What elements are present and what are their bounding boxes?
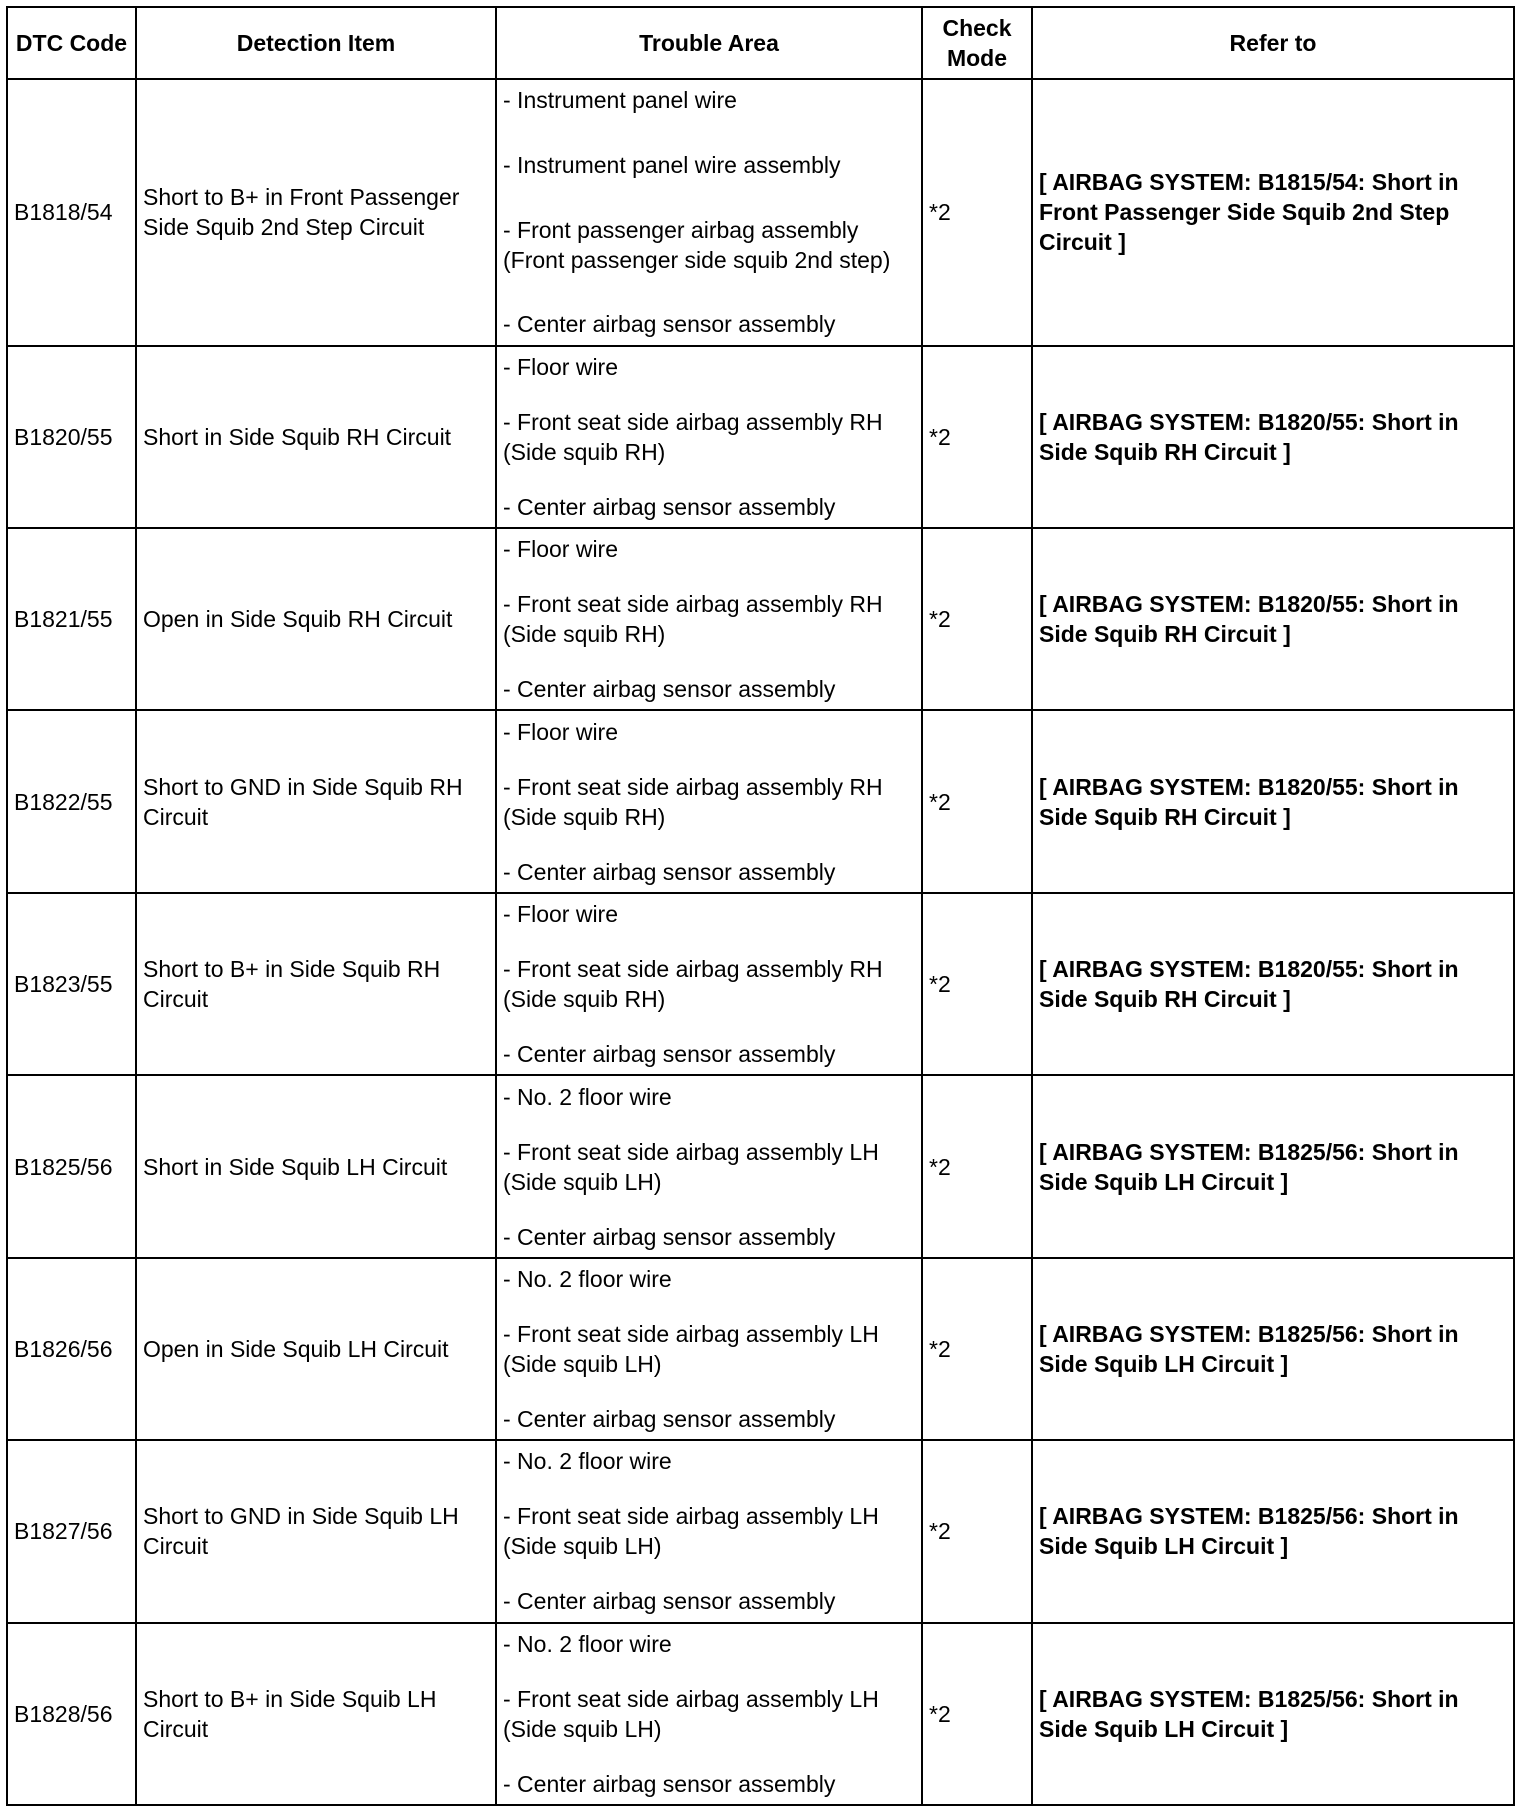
trouble-area-item: - No. 2 floor wire (503, 1265, 672, 1292)
table-row (7, 1258, 1514, 1440)
table-row (7, 710, 1514, 892)
dtc-code-cell: B1818/54 (7, 79, 136, 346)
trouble-area-cell (496, 710, 922, 892)
trouble-area-item: - Center airbag sensor assembly (503, 1588, 836, 1615)
trouble-area-item: - Instrument panel wire assembly (503, 151, 841, 178)
refer-to-link[interactable]: [ AIRBAG SYSTEM: B1825/56: Short in Side Squib LH Circuit ] (1032, 1258, 1514, 1440)
trouble-area-item: - Floor wire (503, 353, 619, 380)
trouble-area-cell (496, 1440, 922, 1622)
check-mode-cell: *2 (922, 346, 1032, 528)
trouble-area-item: - Center airbag sensor assembly (503, 676, 836, 703)
trouble-area-cell (496, 893, 922, 1075)
table-row (7, 893, 1514, 1075)
dtc-code-cell: B1822/55 (7, 710, 136, 892)
table-row (7, 1623, 1514, 1805)
trouble-area-item: - Center airbag sensor assembly (503, 1405, 836, 1432)
detection-item-cell: Short to B+ in Side Squib RH Circuit (136, 893, 496, 1075)
dtc-table (6, 6, 1515, 1806)
trouble-area-item: - Front seat side airbag assembly RH (Side squib RH) (503, 956, 883, 1013)
trouble-area-item: - Center airbag sensor assembly (503, 1041, 836, 1068)
refer-to-link[interactable]: [ AIRBAG SYSTEM: B1820/55: Short in Side Squib RH Circuit ] (1032, 346, 1514, 528)
trouble-area-item: - Front seat side airbag assembly LH (Side squib LH) (503, 1320, 879, 1377)
header-check-mode: Check Mode (922, 7, 1032, 79)
table-row (7, 346, 1514, 528)
check-mode-cell: *2 (922, 1623, 1032, 1805)
trouble-area-item: - No. 2 floor wire (503, 1630, 672, 1657)
trouble-area-item: - No. 2 floor wire (503, 1083, 672, 1110)
trouble-area-item: - Front seat side airbag assembly RH (Side squib RH) (503, 773, 883, 830)
check-mode-cell: *2 (922, 79, 1032, 346)
dtc-code-cell: B1820/55 (7, 346, 136, 528)
check-mode-cell: *2 (922, 1075, 1032, 1257)
detection-item-cell: Open in Side Squib LH Circuit (136, 1258, 496, 1440)
check-mode-cell: *2 (922, 1440, 1032, 1622)
trouble-area-item: - Front seat side airbag assembly LH (Side squib LH) (503, 1503, 879, 1560)
trouble-area-cell (496, 346, 922, 528)
dtc-code-cell: B1826/56 (7, 1258, 136, 1440)
dtc-code-cell: B1823/55 (7, 893, 136, 1075)
trouble-area-cell (496, 79, 922, 346)
trouble-area-item: - Instrument panel wire (503, 87, 737, 114)
table-row (7, 1075, 1514, 1257)
refer-to-link[interactable]: [ AIRBAG SYSTEM: B1820/55: Short in Side Squib RH Circuit ] (1032, 710, 1514, 892)
trouble-area-item: - Center airbag sensor assembly (503, 1770, 836, 1797)
trouble-area-item: - Center airbag sensor assembly (503, 858, 836, 885)
header-trouble-area: Trouble Area (496, 7, 922, 79)
trouble-area-item: - Floor wire (503, 536, 619, 563)
check-mode-cell: *2 (922, 528, 1032, 710)
detection-item-cell: Short to GND in Side Squib LH Circuit (136, 1440, 496, 1622)
dtc-code-cell: B1827/56 (7, 1440, 136, 1622)
refer-to-link[interactable]: [ AIRBAG SYSTEM: B1825/56: Short in Side Squib LH Circuit ] (1032, 1440, 1514, 1622)
table-row (7, 79, 1514, 346)
detection-item-cell: Short to B+ in Side Squib LH Circuit (136, 1623, 496, 1805)
refer-to-link[interactable]: [ AIRBAG SYSTEM: B1820/55: Short in Side Squib RH Circuit ] (1032, 528, 1514, 710)
refer-to-link[interactable]: [ AIRBAG SYSTEM: B1820/55: Short in Side Squib RH Circuit ] (1032, 893, 1514, 1075)
trouble-area-item: - Front seat side airbag assembly LH (Side squib LH) (503, 1138, 879, 1195)
detection-item-cell: Short in Side Squib RH Circuit (136, 346, 496, 528)
trouble-area-item: - Front seat side airbag assembly RH (Side squib RH) (503, 591, 883, 648)
trouble-area-cell (496, 528, 922, 710)
dtc-code-cell: B1825/56 (7, 1075, 136, 1257)
header-refer-to: Refer to (1032, 7, 1514, 79)
refer-to-link[interactable]: [ AIRBAG SYSTEM: B1815/54: Short in Front Passenger Side Squib 2nd Step Circuit ] (1032, 79, 1514, 346)
dtc-code-cell: B1821/55 (7, 528, 136, 710)
table-row (7, 1440, 1514, 1622)
trouble-area-item: - Floor wire (503, 901, 619, 928)
detection-item-cell: Open in Side Squib RH Circuit (136, 528, 496, 710)
trouble-area-cell (496, 1623, 922, 1805)
refer-to-link[interactable]: [ AIRBAG SYSTEM: B1825/56: Short in Side Squib LH Circuit ] (1032, 1623, 1514, 1805)
trouble-area-item: - Center airbag sensor assembly (503, 1223, 836, 1250)
header-detection-item: Detection Item (136, 7, 496, 79)
header-dtc-code: DTC Code (7, 7, 136, 79)
trouble-area-item: - Front seat side airbag assembly LH (Side squib LH) (503, 1685, 879, 1742)
refer-to-link[interactable]: [ AIRBAG SYSTEM: B1825/56: Short in Side Squib LH Circuit ] (1032, 1075, 1514, 1257)
check-mode-cell: *2 (922, 1258, 1032, 1440)
trouble-area-cell (496, 1075, 922, 1257)
trouble-area-item: - No. 2 floor wire (503, 1448, 672, 1475)
trouble-area-item: - Center airbag sensor assembly (503, 493, 836, 520)
trouble-area-item: - Floor wire (503, 718, 619, 745)
table-row (7, 528, 1514, 710)
detection-item-cell: Short in Side Squib LH Circuit (136, 1075, 496, 1257)
detection-item-cell: Short to B+ in Front Passenger Side Squib 2nd Step Circuit (136, 79, 496, 346)
trouble-area-item: - Front seat side airbag assembly RH (Side squib RH) (503, 408, 883, 465)
check-mode-cell: *2 (922, 893, 1032, 1075)
dtc-code-cell: B1828/56 (7, 1623, 136, 1805)
trouble-area-cell (496, 1258, 922, 1440)
check-mode-cell: *2 (922, 710, 1032, 892)
trouble-area-item: - Center airbag sensor assembly (503, 311, 836, 338)
detection-item-cell: Short to GND in Side Squib RH Circuit (136, 710, 496, 892)
trouble-area-item: - Front passenger airbag assembly (Front passenger side squib 2nd step) (503, 216, 891, 273)
header-row (7, 7, 1514, 79)
